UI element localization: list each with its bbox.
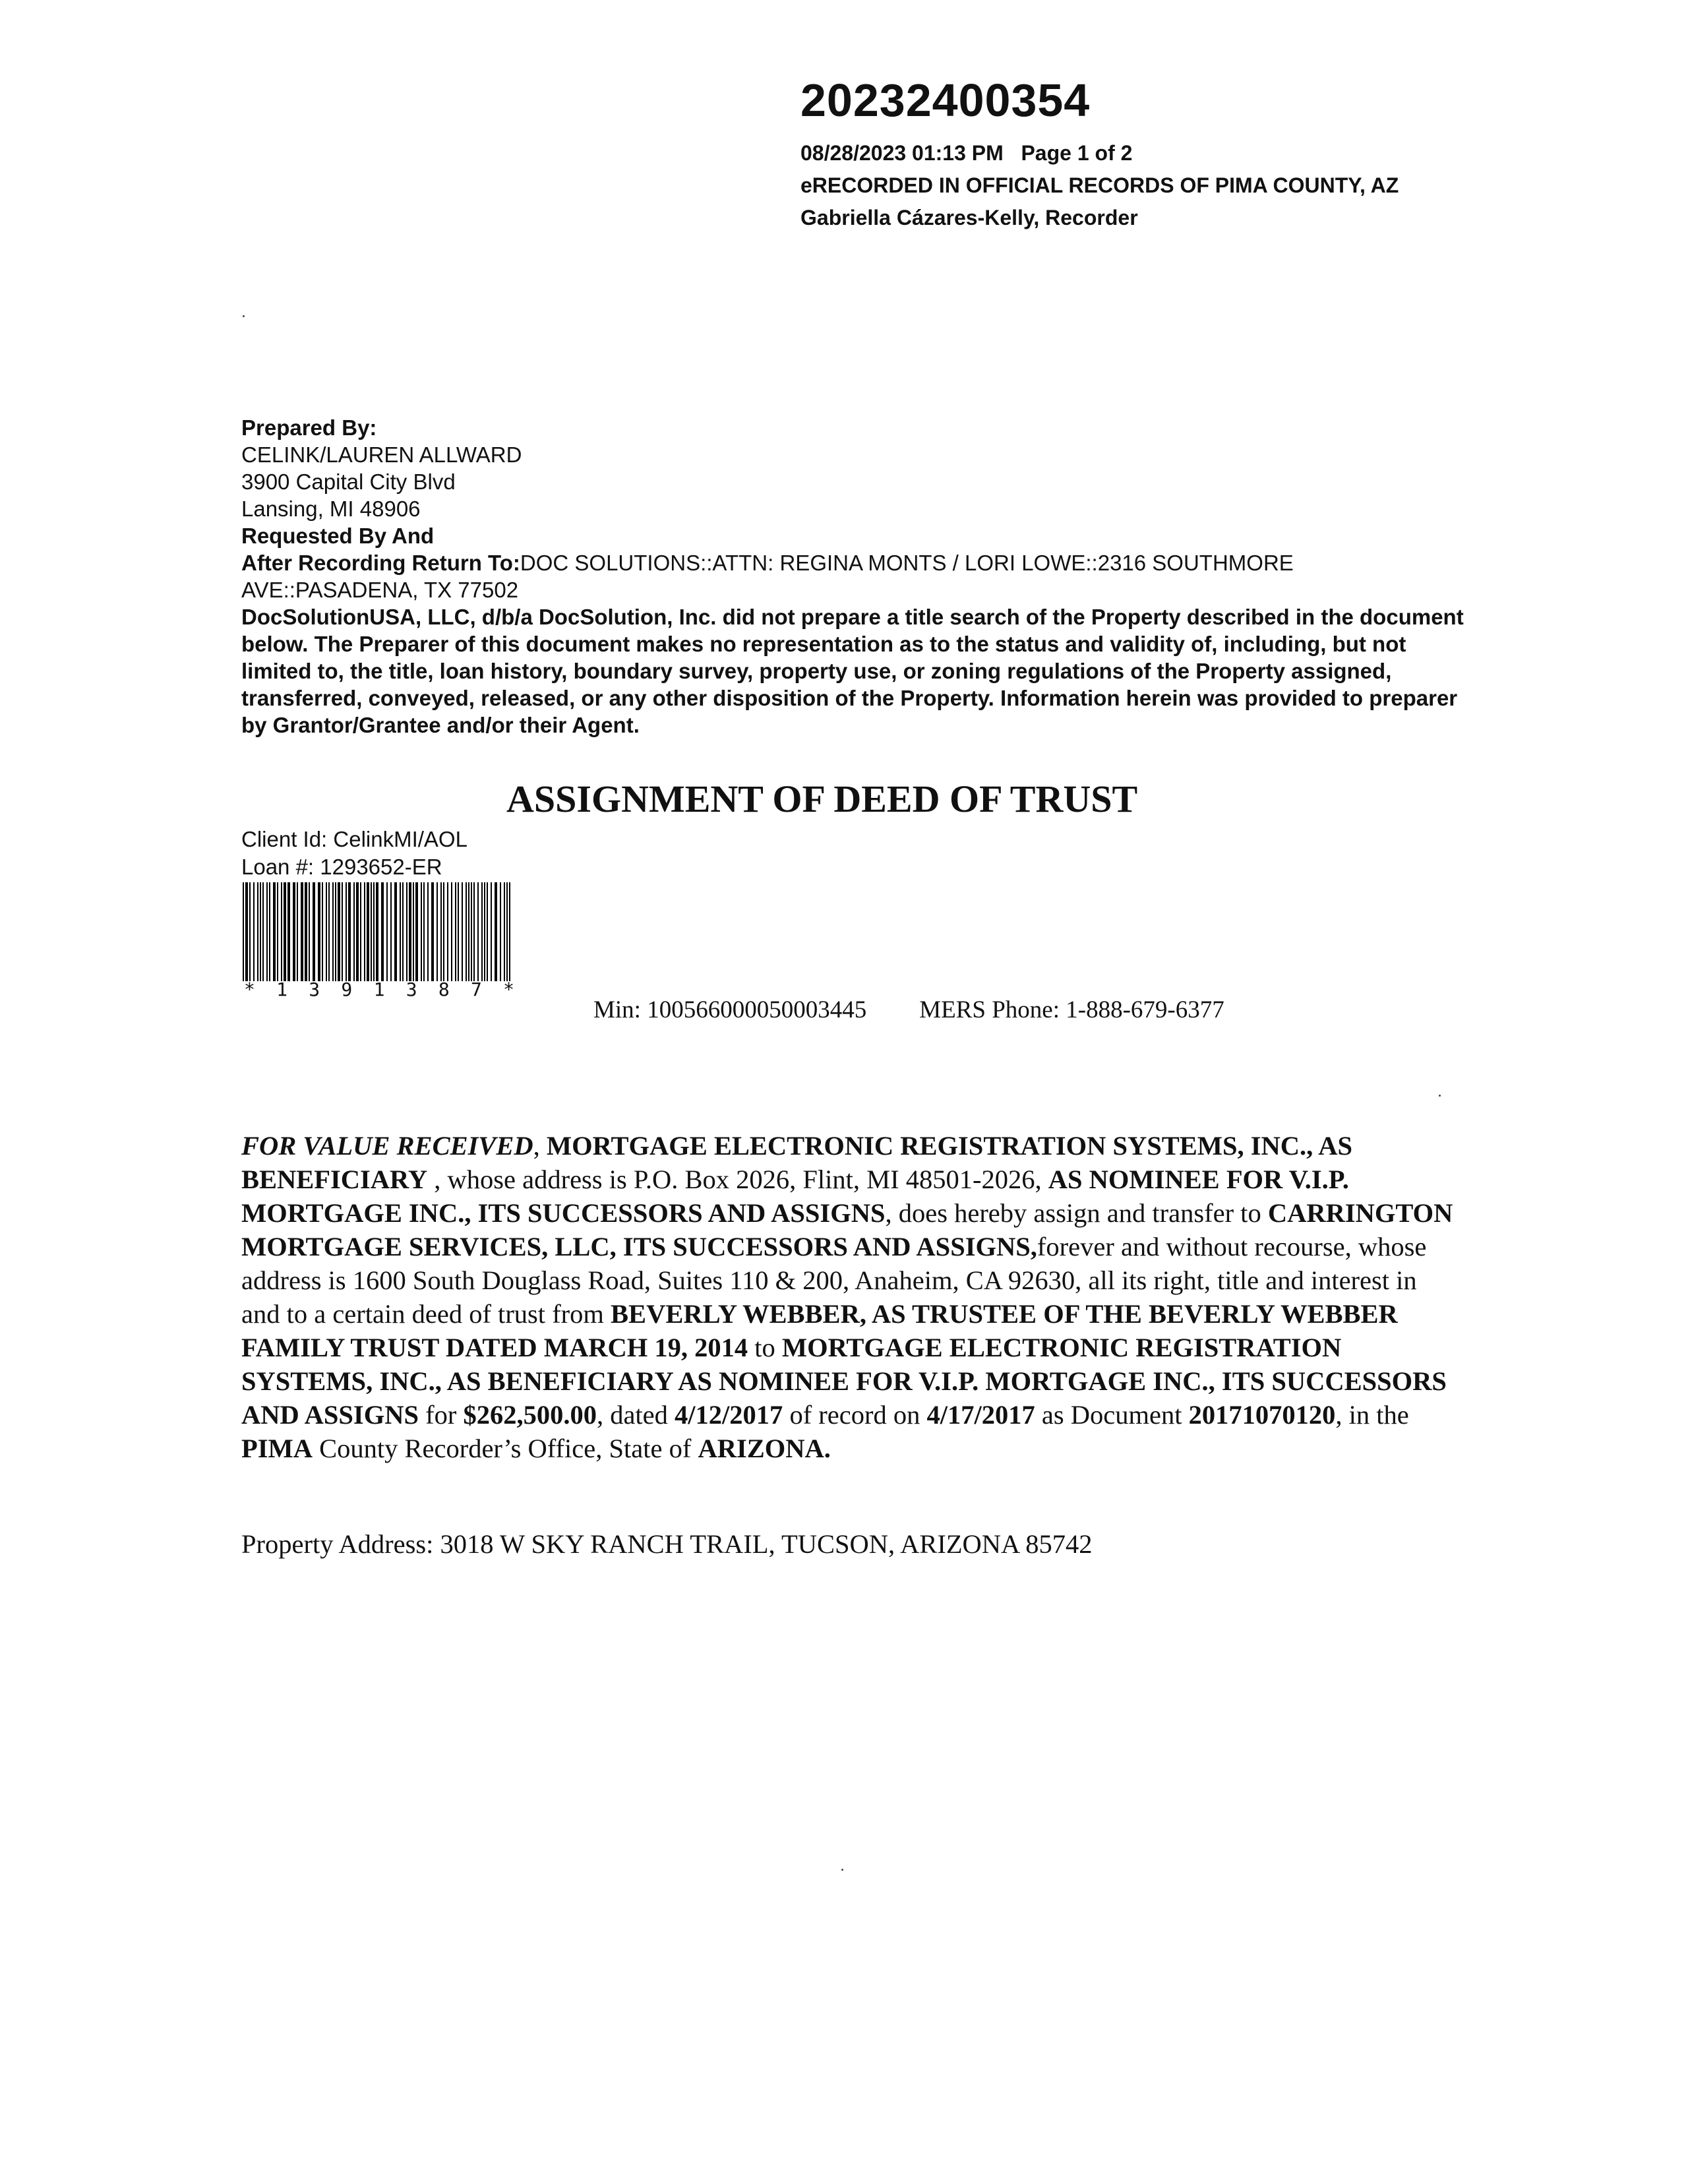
loan-number: Loan #: 1293652-ER: [241, 855, 442, 879]
barcode-char: 3: [309, 979, 320, 1000]
barcode-char: 3: [406, 979, 417, 1000]
prepared-by-label: Prepared By:: [241, 415, 377, 440]
scan-speck: [841, 1869, 843, 1871]
barcode-char: 1: [276, 979, 287, 1000]
barcode-char: 7: [470, 979, 482, 1000]
body-seg-2: ,: [533, 1131, 547, 1161]
body-seg-3: MORTGAGE ELECTRONIC REGISTRATION SYSTEMS, INC., AS BENEFICIARY: [241, 1131, 1352, 1194]
return-to-line: [241, 549, 1468, 576]
prepared-by-block: [241, 414, 1468, 739]
client-id: Client Id: CelinkMI/AOL: [241, 827, 467, 851]
mers-phone: MERS Phone: 1-888-679-6377: [919, 996, 1224, 1023]
barcode-char: 9: [341, 979, 353, 1000]
body-seg-9: BEVERLY WEBBER, AS TRUSTEE OF THE BEVERLY WEBBER FAMILY TRUST DATED MARCH 19, 2014: [241, 1299, 1398, 1362]
return-to-address-line2: AVE::PASADENA, TX 77502: [241, 578, 519, 602]
body-seg-22: County Recorder’s Office, State of: [312, 1434, 698, 1463]
barcode-char: 1: [373, 979, 385, 1000]
body-seg-5: AS NOMINEE FOR V.I.P. MORTGAGE INC., ITS SUCCESSORS AND ASSIGNS: [241, 1165, 1349, 1228]
min-number: Min: 100566000050003445: [593, 996, 867, 1023]
barcode-char: *: [244, 979, 255, 1000]
body-seg-19: 20171070120: [1188, 1400, 1336, 1430]
body-seg-10: to: [748, 1333, 782, 1362]
recording-page-info: Page 1 of 2: [1021, 141, 1133, 165]
body-seg-20: , in the: [1335, 1400, 1409, 1430]
body-seg-4: , whose address is P.O. Box 2026, Flint, MI 48501-2026,: [427, 1165, 1048, 1194]
scan-speck: [1439, 1095, 1441, 1097]
recording-datetime: 08/28/2023 01:13 PM: [800, 141, 1004, 165]
body-seg-15: 4/12/2017: [675, 1400, 783, 1430]
barcode-text: [244, 979, 514, 1000]
body-seg-16: of record on: [783, 1400, 927, 1430]
body-seg-13: $262,500.00: [463, 1400, 597, 1430]
barcode-char: *: [503, 979, 514, 1000]
recording-number: 20232400354: [800, 75, 1091, 126]
recorder-name: Gabriella Cázares-Kelly, Recorder: [800, 206, 1138, 229]
recording-stamp: [800, 137, 1399, 234]
body-seg-18: as Document: [1035, 1400, 1189, 1430]
body-seg-17: 4/17/2017: [926, 1400, 1035, 1430]
preparer-address-line2: Lansing, MI 48906: [241, 497, 421, 521]
min-line: [593, 996, 1224, 1024]
body-seg-21: PIMA: [241, 1434, 313, 1463]
property-address: Property Address: 3018 W SKY RANCH TRAIL, TUCSON, ARIZONA 85742: [241, 1529, 1093, 1559]
body-seg-8: forever and without recourse, whose address is 1600 South Douglass Road, Suites 110 & 200, Anaheim, CA 92630, all its right, title and interest in and to a certain deed of trust from: [241, 1232, 1427, 1329]
requested-by-label: Requested By And: [241, 524, 435, 548]
return-to-label: After Recording Return To:: [241, 551, 520, 575]
body-seg-12: for: [418, 1400, 464, 1430]
scan-speck: [243, 315, 245, 317]
barcode-char: 8: [438, 979, 450, 1000]
body-seg-1: FOR VALUE RECEIVED: [241, 1131, 533, 1161]
barcode: [241, 882, 513, 981]
recording-datetime-line: [800, 137, 1399, 169]
body-seg-11: MORTGAGE ELECTRONIC REGISTRATION SYSTEMS, INC., AS BENEFICIARY AS NOMINEE FOR V.I.P. MORTGAGE INC., ITS SUCCESSORS AND ASSIGNS: [241, 1333, 1447, 1430]
assignment-paragraph: [241, 1129, 1455, 1465]
body-seg-23: ARIZONA.: [698, 1434, 831, 1463]
recording-office: eRECORDED IN OFFICIAL RECORDS OF PIMA COUNTY, AZ: [800, 173, 1399, 197]
return-to-address-line1: DOC SOLUTIONS::ATTN: REGINA MONTS / LORI LOWE::2316 SOUTHMORE: [520, 551, 1294, 575]
body-seg-6: , does hereby assign and transfer to: [885, 1198, 1268, 1228]
preparer-disclaimer: DocSolutionUSA, LLC, d/b/a DocSolution, Inc. did not prepare a title search of the Property described in the document below. The Preparer of this document makes no representation as to the status and validity of, including, but not limited to, the title, loan history, boundary survey, property use, or zoning regulations of the Property assigned, transferred, conveyed, released, or any other disposition of the Property. Information herein was provided to preparer by Grantor/Grantee and/or their Agent.: [241, 605, 1464, 737]
preparer-address-line1: 3900 Capital City Blvd: [241, 470, 456, 494]
body-seg-14: , dated: [596, 1400, 675, 1430]
document-title: ASSIGNMENT OF DEED OF TRUST: [506, 777, 1138, 820]
preparer-name: CELINK/LAUREN ALLWARD: [241, 442, 522, 467]
body-seg-7: CARRINGTON MORTGAGE SERVICES, LLC, ITS SUCCESSORS AND ASSIGNS,: [241, 1198, 1453, 1261]
client-info: [241, 826, 467, 881]
